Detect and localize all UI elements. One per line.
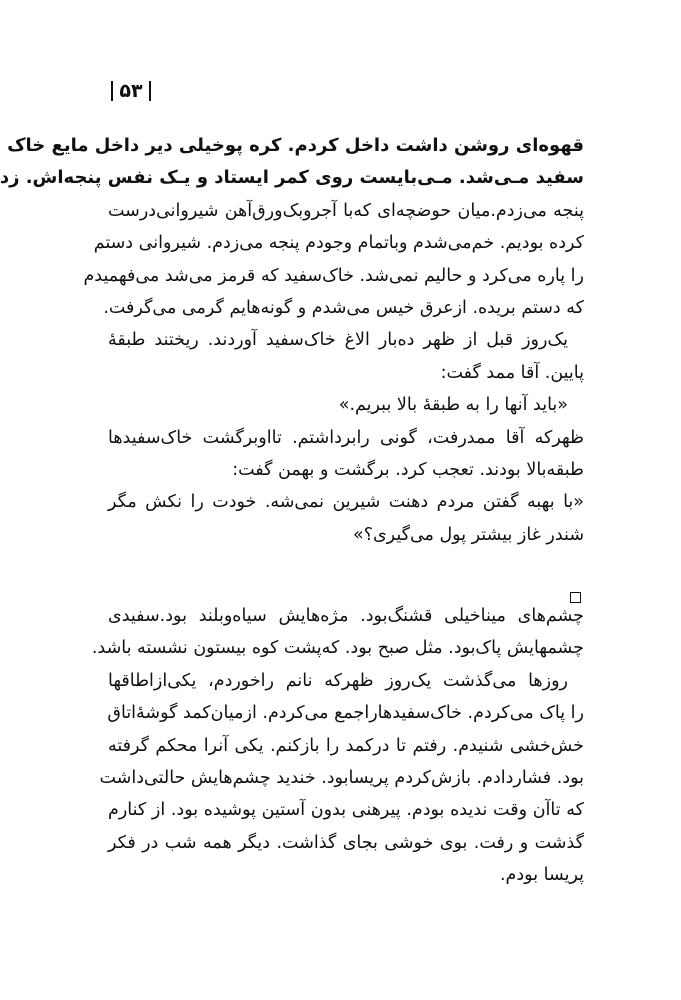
text-line: یک‌روز قبل از ظهر ده‌بار الاغ خاک‌سفید آوردند. ریختند طبقهٔ xyxy=(108,330,568,351)
page-number xyxy=(101,78,161,104)
text-line: پایین. آقا ممد گفت: xyxy=(440,362,584,383)
text-line: «باید آنها را به طبقهٔ بالا ببریم.» xyxy=(338,395,568,416)
page-number-bar-right xyxy=(149,81,151,101)
text-line: شندر غاز بیشتر پول می‌گیری؟» xyxy=(352,524,584,545)
text-line: قهوه‌ای روشن داشت داخل کردم. کره پوخیلی دیر داخل مایع خاک xyxy=(7,135,584,156)
text-line: پریسا بودم. xyxy=(499,865,584,886)
text-line: پنجه می‌زدم.میان حوضچه‌ای که‌با آجروبک‌ورق‌آهن شیروانی‌درست xyxy=(108,200,584,221)
text-line: چشم‌های میناخیلی قشنگ‌بود. مژه‌هایش سیاه‌وبلند بود.سفیدی xyxy=(108,606,584,626)
page-number-text: ۵۳ xyxy=(119,80,143,102)
section-1-text xyxy=(0,130,584,551)
text-line: بود. فشاردادم. بازش‌کردم پریسابود. خندید چشم‌هایش حالتی‌داشت xyxy=(99,767,584,788)
text-line: را پاک می‌کردم. خاک‌سفیدهاراجمع می‌کردم. ازمیان‌کمد گوشهٔ‌اتاق xyxy=(107,703,584,724)
text-line: روزها می‌گذشت یک‌روز ظهرکه نانم راخوردم، یکی‌ازاطاقها xyxy=(108,670,568,691)
text-line: خش‌خشی شنیدم. رفتم تا درکمد را بازکنم. یکی آنرا محکم گرفته xyxy=(108,735,584,756)
text-line: «با بهبه گفتن مردم دهنت شیرین نمی‌شه. خودت را نکش مگر xyxy=(108,492,584,513)
text-line: گذشت و رفت. بوی خوشی بجای گذاشت. دیگر همه شب در فکر xyxy=(108,832,584,853)
text-line: چشمهایش پاک‌بود. مثل صبح بود. که‌پشت کوه بیستون نشسته باشد. xyxy=(91,638,584,659)
text-line: را پاره می‌کرد و حالیم نمی‌شد. خاک‌سفید که قرمز می‌شد می‌فهمیدم xyxy=(83,265,584,286)
text-line: که دستم بریده. ازعرق خیس می‌شدم و گونه‌هایم گرمی می‌گرفت. xyxy=(103,297,584,318)
text-line: که تاآن وقت ندیده بودم. پیرهنی بدون آستین پوشیده بود. از کنارم xyxy=(108,800,584,821)
text-line: کرده بودیم. خم‌می‌شدم وباتمام وجودم پنجه می‌زدم. شیروانی دستم xyxy=(93,233,584,254)
page-number-bar-left xyxy=(111,81,113,101)
text-line: ظهرکه آقا ممدرفت، گونی رابرداشتم. تااوبرگشت خاک‌سفیدها xyxy=(108,427,584,448)
section-2-text xyxy=(91,600,584,892)
text-line: طبقه‌بالا بودند. تعجب کرد. برگشت و بهمن گفت: xyxy=(232,459,584,480)
text-line: سفید مـی‌شد. مـی‌بایست روی کمر ایستاد و یـک نفس پنجه‌اش. زد xyxy=(0,167,584,189)
